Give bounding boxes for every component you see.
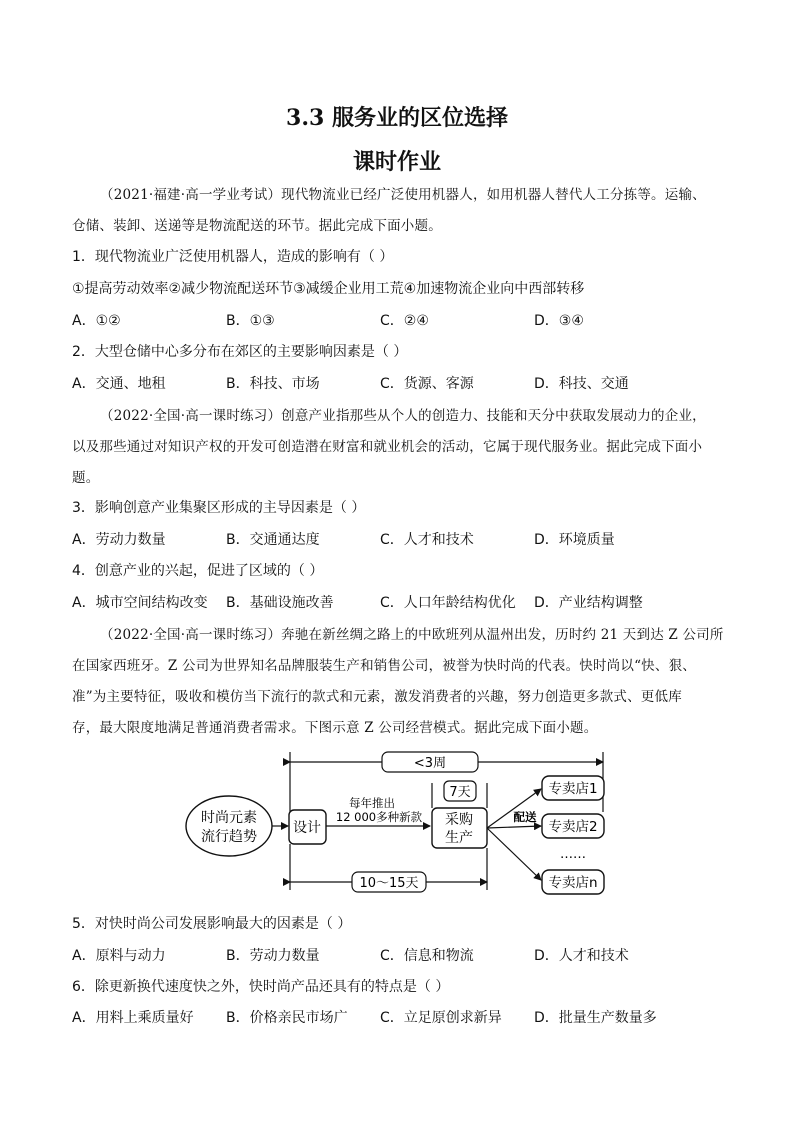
design-label: 设计	[293, 820, 321, 836]
question-1-option-a[interactable]: A．①②	[72, 313, 121, 329]
question-2-option-c[interactable]: C．货源、客源	[380, 376, 474, 392]
question-4-option-c[interactable]: C．人口年龄结构优化	[380, 595, 516, 611]
question-2-stem: 2．大型仓储中心多分布在郊区的主要影响因素是（ ）	[72, 344, 408, 360]
question-4-stem: 4．创意产业的兴起，促进了区域的（ ）	[72, 563, 324, 579]
question-4-option-a[interactable]: A．城市空间结构改变	[72, 595, 208, 611]
store-1-label: 专卖店1	[548, 781, 598, 797]
question-5-option-a[interactable]: A．原料与动力	[72, 948, 166, 964]
question-6-option-c[interactable]: C．立足原创求新异	[380, 1010, 502, 1026]
question-3-option-b[interactable]: B．交通通达度	[226, 532, 320, 548]
store-ellipsis: ……	[560, 847, 586, 862]
question-3-option-d[interactable]: D．环境质量	[534, 532, 615, 548]
question-1-option-c[interactable]: C．②④	[380, 313, 429, 329]
section-3-intro-line-4: 存，最大限度地满足普通消费者需求。下图示意 Z 公司经营模式。据此完成下面小题。	[72, 720, 598, 736]
question-6-option-a[interactable]: A．用料上乘质量好	[72, 1010, 194, 1026]
page-title: 3.3 服务业的区位选择	[286, 105, 508, 131]
question-5-stem: 5．对快时尚公司发展影响最大的因素是（ ）	[72, 916, 352, 932]
arrow-label-line-2: 12 000多种新款	[335, 810, 423, 824]
section-2-intro-line-3: 题。	[72, 470, 100, 486]
section-2-intro-line-2: 以及那些通过对知识产权的开发可创造潜在财富和就业机会的活动，它属于现代服务业。据此完成下面小	[72, 439, 703, 455]
store-n-label: 专卖店n	[548, 875, 598, 891]
question-6-option-b[interactable]: B．价格亲民市场广	[226, 1010, 348, 1026]
question-5-option-d[interactable]: D．人才和技术	[534, 948, 629, 964]
question-1-stem: 1．现代物流业广泛使用机器人，造成的影响有（ ）	[72, 249, 394, 265]
question-2-option-a[interactable]: A．交通、地租	[72, 376, 166, 392]
question-4-option-d[interactable]: D．产业结构调整	[534, 595, 643, 611]
question-3-stem: 3．影响创意产业集聚区形成的主导因素是（ ）	[72, 500, 366, 516]
question-5-option-b[interactable]: B．劳动力数量	[226, 948, 320, 964]
deliver-label: 配送	[513, 810, 537, 824]
trend-oval	[186, 796, 272, 856]
question-1-statements: ①提高劳动效率②减少物流配送环节③减缓企业用工荒④加速物流企业向中西部转移	[72, 281, 585, 297]
days7-label: 7天	[449, 785, 471, 800]
question-3-option-c[interactable]: C．人才和技术	[380, 532, 474, 548]
section-1-intro-line-2: 仓储、装卸、送递等是物流配送的环节。据此完成下面小题。	[72, 218, 442, 234]
question-1-option-d[interactable]: D．③④	[534, 313, 584, 329]
section-2-intro-line-1: （2022·全国·高一课时练习）创意产业指那些从个人的创造力、技能和天分中获取发展动力的企业，	[100, 408, 706, 424]
question-4-option-b[interactable]: B．基础设施改善	[226, 595, 334, 611]
trend-oval-line-2: 流行趋势	[201, 829, 257, 845]
trend-oval-line-1: 时尚元素	[201, 810, 257, 826]
question-2-option-b[interactable]: B．科技、市场	[226, 376, 320, 392]
question-6-stem: 6．除更新换代速度快之外，快时尚产品还具有的特点是（ ）	[72, 979, 450, 995]
production-line-2: 生产	[445, 830, 473, 846]
question-5-option-c[interactable]: C．信息和物流	[380, 948, 474, 964]
question-6-option-d[interactable]: D．批量生产数量多	[534, 1010, 657, 1026]
section-3-intro-line-1: （2022·全国·高一课时练习）奔驰在新丝绸之路上的中欧班列从温州出发，历时约 21 天到达 Z 公司所	[100, 627, 724, 643]
question-1-option-b[interactable]: B．①③	[226, 313, 275, 329]
store-2-label: 专卖店2	[548, 819, 598, 835]
question-2-option-d[interactable]: D．科技、交通	[534, 376, 629, 392]
production-line-1: 采购	[445, 812, 473, 828]
question-3-option-a[interactable]: A．劳动力数量	[72, 532, 166, 548]
page-subtitle: 课时作业	[352, 149, 441, 175]
section-3-intro-line-3: 准”为主要特征，吸收和模仿当下流行的款式和元素，激发消费者的兴趣，努力创造更多款式、更低库	[72, 689, 682, 705]
weeks-label: <3周	[413, 756, 447, 771]
section-1-intro-line-1: （2021·福建·高一学业考试）现代物流业已经广泛使用机器人，如用机器人替代人工分拣等。运输、	[100, 187, 706, 203]
section-3-intro-line-2: 在国家西班牙。Z 公司为世界知名品牌服装生产和销售公司，被誉为快时尚的代表。快时尚以“快、狠、	[72, 658, 696, 674]
days10-label: 10～15天	[359, 876, 419, 891]
arrow-to-store-2	[487, 826, 541, 828]
arrow-label-line-1: 每年推出	[349, 796, 395, 810]
arrow-to-store-n	[487, 828, 541, 880]
